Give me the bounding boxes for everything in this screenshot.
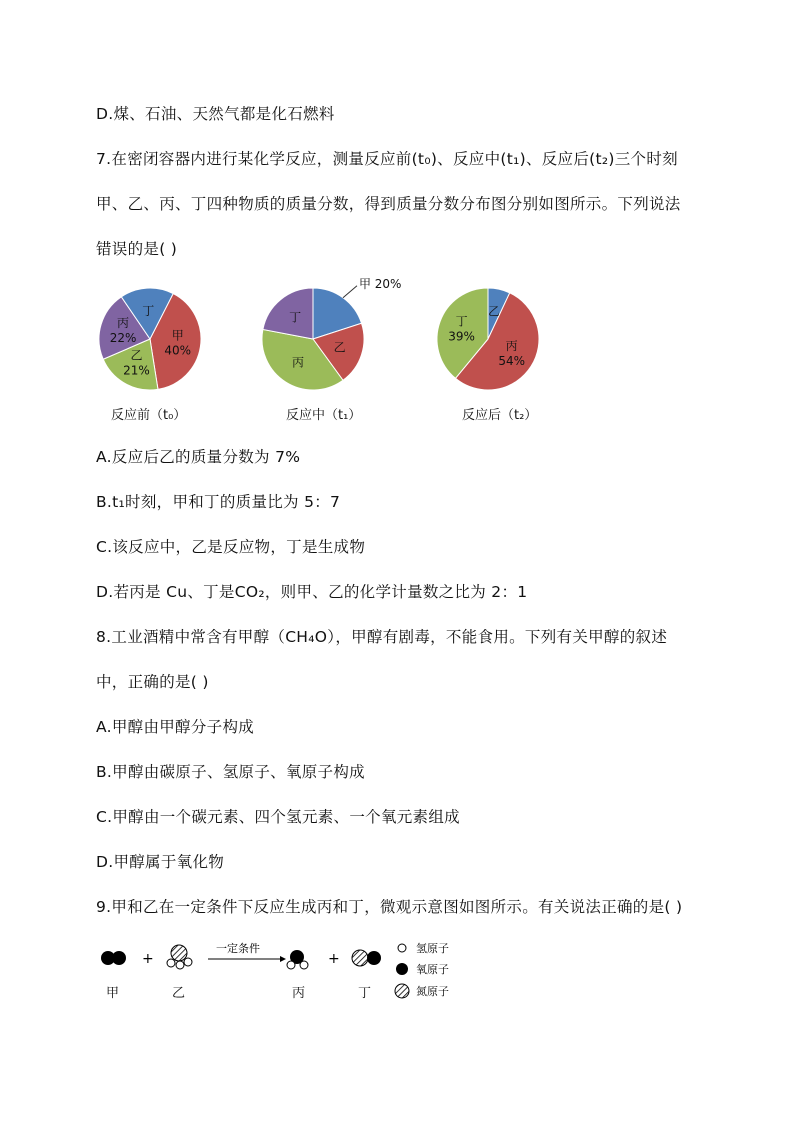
legend-nitrogen: 氮原子 bbox=[416, 985, 449, 998]
pie-label-1-2: 丙 bbox=[291, 355, 304, 370]
pie-pct-2-1: 54% bbox=[498, 354, 526, 369]
pie-pct-2-2: 39% bbox=[448, 329, 475, 344]
pie-label-0-1: 乙 bbox=[130, 348, 143, 363]
pie-t2-svg bbox=[434, 286, 550, 396]
option-a-q8: A.甲醇由甲醇分子构成 bbox=[96, 718, 255, 736]
pie-caption-t1: 反应中（t₁） bbox=[286, 408, 362, 423]
reaction-condition: 一定条件 bbox=[216, 942, 260, 955]
pie-caption-t0: 反应前（t₀） bbox=[111, 408, 187, 423]
hydrogen-atom-icon bbox=[398, 944, 406, 952]
molecule-ding-icon bbox=[352, 950, 381, 966]
legend-hydrogen: 氢原子 bbox=[416, 942, 449, 955]
question-7-line3: 错误的是( ) bbox=[96, 240, 178, 258]
callout-label: 甲 20% bbox=[358, 276, 402, 291]
plus-sign-2: + bbox=[328, 951, 340, 967]
pie-label-0-2: 丙 bbox=[117, 316, 130, 331]
oxygen-atom-icon bbox=[396, 963, 408, 975]
option-b-q8: B.甲醇由碳原子、氢原子、氧原子构成 bbox=[96, 763, 365, 781]
legend-oxygen: 氧原子 bbox=[416, 963, 449, 976]
pie-label-2-1: 丙 bbox=[505, 339, 518, 354]
pie-label-2-0: 乙 bbox=[488, 304, 501, 319]
label-yi: 乙 bbox=[172, 986, 186, 1001]
pie-label-0-3: 丁 bbox=[142, 304, 155, 319]
option-c-q7: C.该反应中，乙是反应物，丁是生成物 bbox=[96, 538, 366, 556]
option-d-q8: D.甲醇属于氧化物 bbox=[96, 853, 225, 871]
label-jia: 甲 bbox=[106, 986, 120, 1001]
pie-pct-0-0: 40% bbox=[164, 343, 192, 358]
plus-sign-1: + bbox=[142, 951, 154, 967]
pie-chart-t1 bbox=[256, 276, 406, 396]
pie-label-1-3: 丁 bbox=[289, 310, 302, 325]
option-a-q7: A.反应后乙的质量分数为 7% bbox=[96, 448, 301, 466]
question-8-line1: 8.工业酒精中常含有甲醇（CH₄O），甲醇有剧毒，不能食用。下列有关甲醇的叙述 bbox=[96, 628, 668, 646]
pie-t0-svg bbox=[96, 286, 212, 396]
molecule-yi-icon bbox=[167, 945, 192, 969]
label-ding: 丁 bbox=[358, 986, 372, 1001]
callout-line bbox=[343, 286, 357, 298]
option-d-q7: D.若丙是 Cu、丁是CO₂，则甲、乙的化学计量数之比为 2：1 bbox=[96, 583, 528, 601]
pie-label-1-1: 乙 bbox=[333, 340, 346, 355]
arrow-head-icon bbox=[280, 956, 286, 962]
molecule-bing-icon bbox=[287, 950, 308, 969]
question-9: 9.甲和乙在一定条件下反应生成丙和丁，微观示意图如图所示。有关说法正确的是( ) bbox=[96, 898, 683, 916]
pie-chart-t2 bbox=[434, 286, 550, 396]
option-c-q8: C.甲醇由一个碳元素、四个氢元素、一个氧元素组成 bbox=[96, 808, 460, 826]
pie-pct-0-1: 21% bbox=[123, 363, 150, 378]
pie-pct-0-2: 22% bbox=[109, 331, 137, 346]
pie-caption-t2: 反应后（t₂） bbox=[462, 408, 538, 423]
option-b-q7: B.t₁时刻，甲和丁的质量比为 5：7 bbox=[96, 493, 341, 511]
pie-label-0-0: 甲 bbox=[171, 328, 184, 343]
reaction-svg bbox=[96, 936, 476, 1006]
pie-label-2-2: 丁 bbox=[455, 314, 468, 329]
pie-chart-t0 bbox=[96, 286, 212, 396]
question-7-line1: 7.在密闭容器内进行某化学反应，测量反应前(t₀)、反应中(t₁)、反应后(t₂)三个时刻 bbox=[96, 150, 678, 168]
pie-t1-svg bbox=[256, 276, 406, 396]
question-7-line2: 甲、乙、丙、丁四种物质的质量分数，得到质量分数分布图分别如图所示。下列说法 bbox=[96, 195, 681, 213]
molecule-jia-icon bbox=[101, 951, 126, 965]
nitrogen-atom-icon bbox=[395, 984, 409, 998]
question-8-line2: 中，正确的是( ) bbox=[96, 673, 209, 691]
option-d-q6: D.煤、石油、天然气都是化石燃料 bbox=[96, 105, 335, 123]
reaction-diagram bbox=[96, 936, 476, 1006]
label-bing: 丙 bbox=[292, 986, 306, 1001]
pie-slice-1-3 bbox=[263, 288, 313, 339]
